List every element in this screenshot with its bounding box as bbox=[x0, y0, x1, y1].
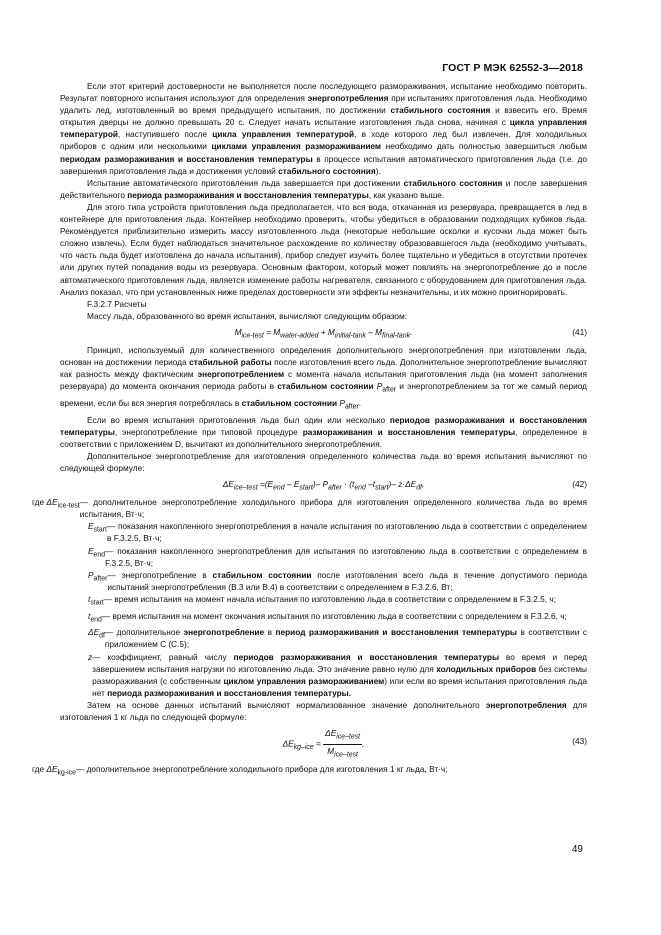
paragraph-8: Затем на основе данных испытаний вычисляют нормализованное значение дополнительного энергопотребления для изготовления 1 кг льда по следующей формуле: bbox=[60, 699, 587, 723]
equation-41 bbox=[60, 326, 587, 342]
definition-item: где $\Delta E_{ice-test}$ — дополнительное энергопотребление холодильного прибора для изготовления определенного количества льда во время испытания, Вт·ч; bbox=[32, 497, 587, 520]
document-body bbox=[32, 80, 588, 780]
section-heading: F.3.2.7 Расчеты bbox=[87, 298, 147, 309]
definition-item: где $\Delta E_{kg-ice}$ — дополнительное энергопотребление холодильного прибора для изготовления 1 кг льда, Вт·ч; bbox=[32, 764, 448, 777]
standard-header: ГОСТ Р МЭК 62552-3—2018 bbox=[442, 62, 583, 74]
paragraph-3: Для этого типа устройств приготовления льда предполагается, что вся вода, откачанная из резервуара, превращается в лед в контейнере для приготовления льда. Контейнер необходимо проверить, чтобы убедиться в образовании подходящих кубиков льда. Рекомендуется приблизительно измерить массу изготовленного льда (некоторые небольшие осколки и кусочки льда может быть сложно извлечь). Если будет наблюдаться значительное расхождение по количеству образовавшегося льда (необходимо учитывать, что часть льда будет изготовлена до начала испытания), прибор следует изучить более тщательно и убедиться в отсутствии протечек или других путей попадания воды из резервуара. Основным фактором, который может повлиять на энергопотребление до и после автоматического приготовления льда, является изменение работы нагревателя, связанного с оборудованием для приготовления льда. Анализ показал, что при установленных ниже пределах достоверности эти эффекты незначительны, и их можно проигнорировать. bbox=[60, 201, 587, 297]
equation-43 bbox=[60, 727, 587, 757]
formula-43: $\Delta E_{kg-ice}$ = $\frac{\Delta E_{ice-test}}{M_{ice-test}}$ , bbox=[282, 728, 365, 759]
definition-item: $t_{start}$ — время испытания на момент начала испытания по изготовлению льда в соответствии с определением в F.3.2.5, ч; bbox=[88, 593, 556, 607]
formula-42: $\Delta E_{ice-test} =(E_{end} - E_{start})-$ $P_{after} \cdot (t_{end}$ $-t_{start})-$ $z\cdot\Delta E_{df}$, bbox=[222, 479, 425, 492]
paragraph-7: Дополнительное энергопотребление для изготовления определенного количества льда во время испытания вычисляют по следующей формуле: bbox=[60, 450, 587, 474]
equation-number: (42) bbox=[572, 479, 587, 490]
formula-41: $M_{ice-test} = M_{water-added} + M_{initial-tank} - M_{final-tank}$. bbox=[234, 326, 413, 340]
paragraph-4: Массу льда, образованного во время испытания, вычисляют следующим образом: bbox=[87, 310, 408, 321]
definition-item: $E_{start}$ — показания накопленного энергопотребления в начале испытания по изготовлению льда в соответствии с определением в F.3.2.5, Вт·ч; bbox=[88, 521, 587, 544]
page-number: 49 bbox=[571, 844, 583, 855]
definition-item: $t_{end}$ — время испытания на момент окончания испытания по изготовлению льда в соответствии с определением в F.3.2.6, ч; bbox=[88, 610, 567, 624]
equation-number: (41) bbox=[572, 326, 587, 337]
definition-item: z — коэффициент, равный числу периодов размораживания и восстановления температуры во время и перед завершением испытания нагрузки по изготовлению льда. Это значение равно нулю для холодильных приборов без системы размораживания (с собственным циклом управления размораживанием) или если во время испытания приготовления льда нет периода размораживания и восстановления температуры. bbox=[88, 651, 587, 698]
equation-42 bbox=[60, 478, 587, 494]
paragraph-5: Принцип, используемый для количественного определения дополнительного энергопотребления при изготовлении льда, основан на достижении периода стабильной работы после изготовления всего льда. Дополнительное энергопотребление вычисляют как разность между фактическим энергопотреблением с момента начала испытания приготовления льда (на момент заполнения резервуара) до момента окончания периода работы в стабильном состоянии $P_{after}$ и энергопотреблением за тот же самый период времени, если бы вся энергия потреблялась в стабильном состоянии $P_{after}$. bbox=[60, 344, 588, 411]
definition-item: $P_{after}$ — энергопотребление в стабильном состоянии после изготовления всего льда в течение допустимого периода испытаний энергопотребления (В.3 или В.4) в соответствии с определением в F.3.2.6, Вт; bbox=[88, 569, 587, 592]
paragraph-1: Если этот критерий достоверности не выполняется после последующего размораживания, испытание необходимо повторить. Результат повторного испытания используют для определения энергопотребления при испытаниях приготовления льда. Необходимо удалить лед, изготовленный во время предыдущего испытания, по достижении стабильного состояния и взвесить его. Время открытия дверцы не должно превышать 20 с. Следует начать испытание изготовления льда снова, начиная с цикла управления температурой, наступившего после цикла управления температурой, в ходе которого лед был извлечен. Для холодильных приборов с одним или несколькими циклами управления размораживанием необходимо дать полностью завершиться любым периодам размораживания и восстановления температуры в процессе испытания автоматического приготовления льда (т.е. до завершения приготовления льда и достижения условий стабильного состояния). bbox=[60, 81, 588, 176]
definition-item: $E_{end}$ — показания накопленного энергопотребления для испытания по изготовлению льда в соответствии с определением в F.3.2.5, Вт·ч; bbox=[88, 545, 587, 568]
paragraph-6: Если во время испытания приготовления льда был один или несколько периодов размораживания и восстановления температуры, энергопотребление при типовой процедуре размораживания и восстановления температуры, определенное в соответствии с приложением D, вычитают из дополнительного энергопотребления. bbox=[60, 414, 587, 449]
definition-item: $\Delta E_{df}$ — дополнительное энергопотребление в период размораживания и восстановления температуры в соответствии с приложением С (С.5); bbox=[88, 627, 587, 650]
paragraph-2: Испытание автоматического приготовления льда завершается при достижении стабильного состояния и после завершения действительного периода размораживания и восстановления температуры, как указано выше. bbox=[60, 177, 587, 200]
equation-number: (43) bbox=[572, 736, 587, 747]
